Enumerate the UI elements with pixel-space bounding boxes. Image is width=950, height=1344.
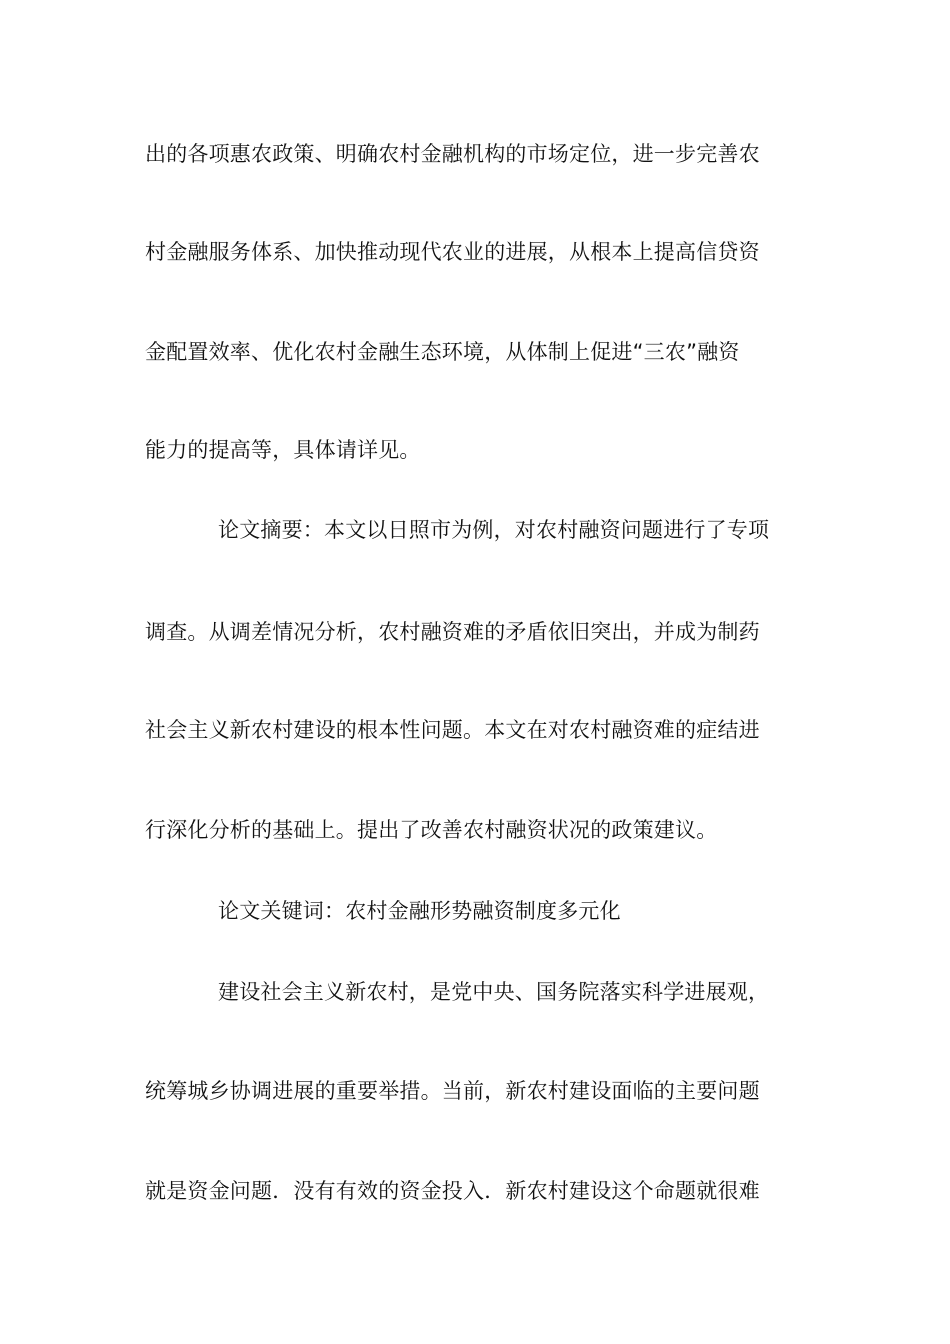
body-text-line: 出的各项惠农政策、明确农村金融机构的市场定位，进一步完善农 (145, 142, 760, 166)
body-text-line: 建设社会主义新农村，是党中央、国务院落实科学进展观， (218, 980, 770, 1004)
body-text-line: 能力的提高等，具体请详见。 (145, 438, 421, 462)
body-text-line: 金配置效率、优化农村金融生态环境，从体制上促进“三农”融资 (145, 340, 740, 364)
abstract-line: 社会主义新农村建设的根本性问题。本文在对农村融资难的症结进 (145, 718, 760, 742)
abstract-line: 行深化分析的基础上。提出了改善农村融资状况的政策建议。 (145, 818, 718, 842)
keywords-line: 论文关键词：农村金融形势融资制度多元化 (218, 899, 621, 923)
body-text-line: 就是资金问题．没有有效的资金投入．新农村建设这个命题就很难 (145, 1179, 760, 1203)
abstract-line: 调查。从调差情况分析，农村融资难的矛盾依旧突出，并成为制药 (145, 620, 760, 644)
body-text-line: 村金融服务体系、加快推动现代农业的进展，从根本上提高信贷资 (145, 240, 760, 264)
abstract-line: 论文摘要：本文以日照市为例，对农村融资问题进行了专项 (218, 518, 770, 542)
body-text-line: 统筹城乡协调进展的重要举措。当前，新农村建设面临的主要问题 (145, 1079, 760, 1103)
